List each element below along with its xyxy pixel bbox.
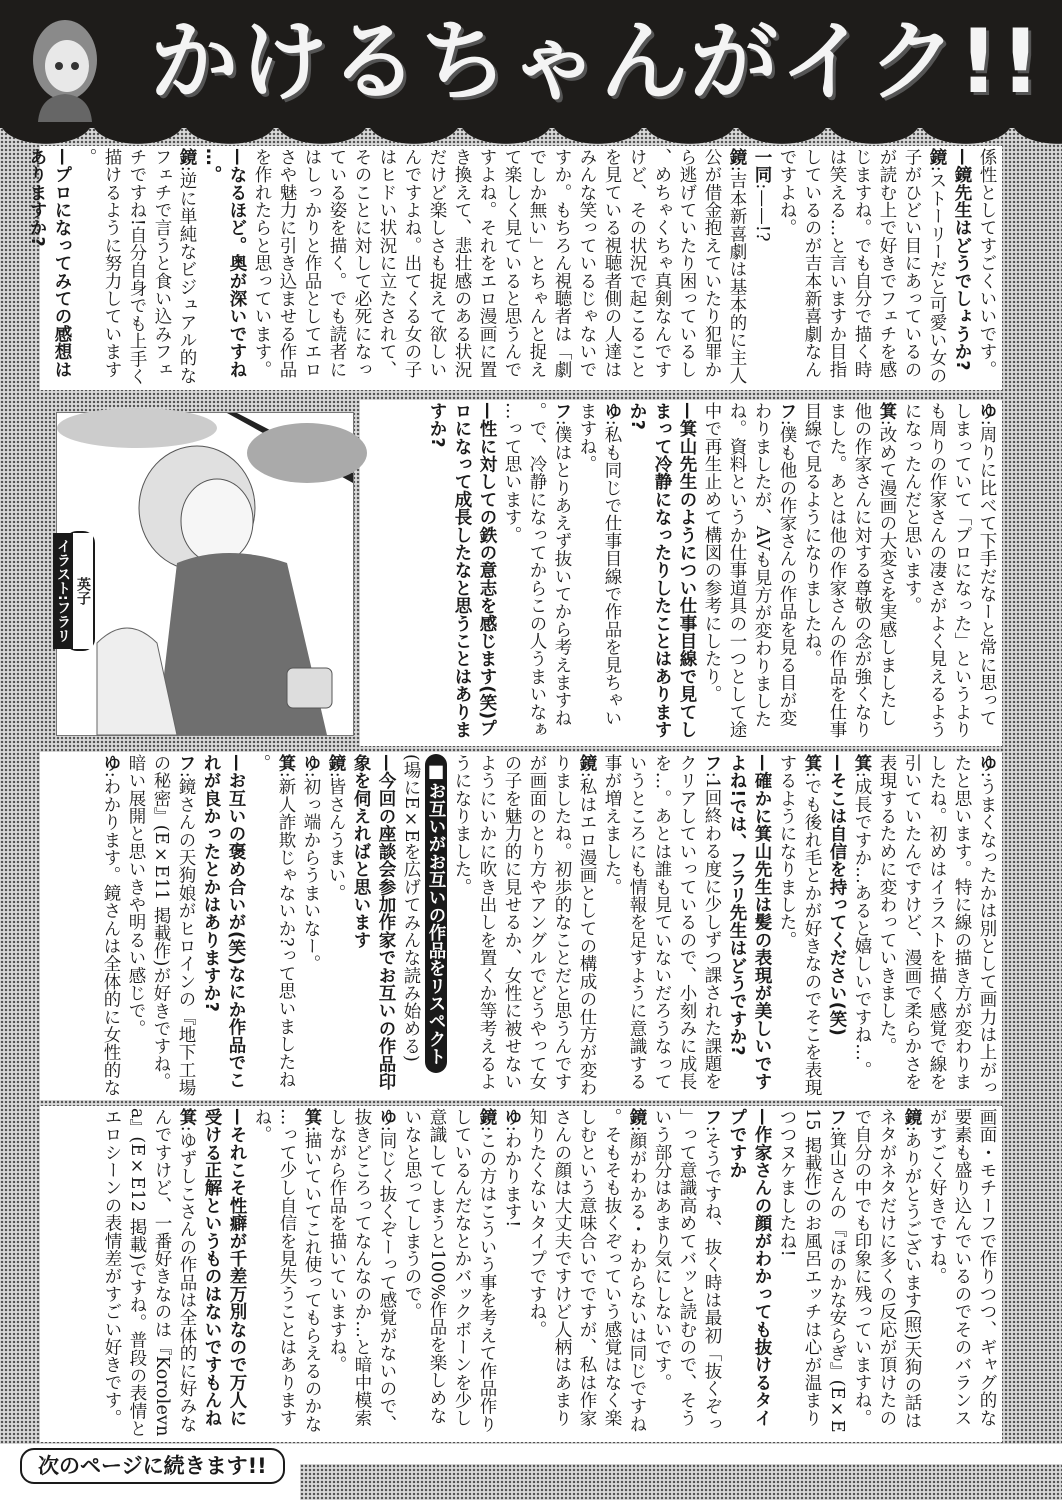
- dialogue-text: 1回終わる度に少しずつ課された課題をクリアしていっているので、小刻みに成長を…。あとは誰も見ていないだろうなっていうところにも情報を足すように意識する事が増えました。: [602, 754, 722, 1091]
- dialogue-text: この方はこういう事を考えて作品作りしているんだなとかバックボーンを少し意識してしまうと100%作品を楽しめないなと思ってしまうので。: [402, 1108, 497, 1433]
- footer-pattern: [300, 1464, 1062, 1500]
- speaker-name: 箕: [276, 754, 296, 772]
- interviewer-question: —確かに箕山先生は髪の表現が美しいですよね!では、フラリ先生はどうですか?: [727, 754, 772, 1091]
- speaker-name: 鏡: [326, 754, 346, 772]
- dialogue-text: 僕はとりあえず抜いてから考えますね。で、冷静になってからこの人うまいなぁ…って思います。: [502, 402, 572, 739]
- question-text: 作家さんの顔がわかっても抜けるタイプですか: [727, 1108, 772, 1427]
- speaker-name: フ: [176, 754, 196, 772]
- speaker-name: 鏡: [177, 148, 197, 166]
- dialogue-text: 新人詐欺じゃないか?って思いましたね。: [251, 754, 296, 1089]
- dialogue-line: 鏡:顔がわかる・わからないは同じですね。そもそも抜くぞっていう感覚はなく楽しむという意味合いでですが、私は作家さんの顔は大丈夫ですけど人柄はあまり知りたくないタイプですね。: [527, 1108, 647, 1433]
- dialogue-line: ゆ:初っ端からうまいなー。: [301, 754, 321, 973]
- dialogue-line: 箕:描いていてこれ使ってもらえるのかな…って少し自信を見失うことはありますね。: [252, 1108, 322, 1433]
- dialogue-text: 同じく抜くぞーって感覚がないので、抜きどころってなんなのか…と暗中模索しながら作品を描いていますね。: [327, 1108, 397, 1433]
- dialogue-text: 成長ですか…あると嬉しいですね…。: [852, 777, 872, 1079]
- dialogue-line: 箕:改めて漫画の大変さを実感しましたし他の作家さんに対する尊敬の念が強くなりました。あとは他の作家さんの作品を仕事目線で見るようになりましたね。: [802, 402, 897, 739]
- dialogue-line: 鏡:この方はこういう事を考えて作品作りしているんだなとかバックボーンを少し意識してしまうと100%作品を楽しめないなと思ってしまうので。: [402, 1108, 497, 1433]
- speaker-name: 箕: [302, 1108, 322, 1126]
- dialogue-text: わかります!: [502, 1131, 522, 1228]
- dialogue-text: 箕山さんの『ほのかな安らぎ』(E×E15 掲載作)のお風呂エッチは心が温まりつつヌケましたね!: [777, 1108, 847, 1433]
- dialogue-line: 箕:成長ですか…あると嬉しいですね…。: [852, 754, 872, 1079]
- dialogue-text: 吉本新喜劇は基本的に主人公が借金抱えていたり犯罪から逃げていたり困っているし、めちゃくちゃ真剣なんですけど、その状況で起こることを見ている視聴者側の人達はみんな笑っているじゃないですか。もちろん視聴者は「劇でしか無い」とちゃんと捉えて楽しく見ていると思うんですよね。それをエロ漫画に置き換えて、悲壮感のある状況だけど楽しさも捉えて欲しいんですよね。出てくる女の子はヒドい状況に立たされて、そのことに対して必死になっている姿を描く。でも読者にはしっかりと作品としてエロさや魅力に引き込ませる作品を作れたらと思っています。: [252, 148, 747, 385]
- speaker-name: ゆ: [301, 754, 321, 772]
- question-text: 今回の座談会参加作家でお互いの作品印象を伺えればと思います: [351, 754, 396, 1091]
- stage-note: (場にE×Eを広げてみんな読み始める): [401, 754, 421, 1063]
- dialogue-line: 箕:ゆずしこさんの作品は全体的に好みなんですけど、一番好きなのは『Korolevna』(E×E12 掲載)ですね。普段の表情とエロシーンの表情差がすごい好きです。: [102, 1108, 197, 1438]
- speaker-name: 鏡: [902, 1108, 922, 1126]
- dialogue-line: 鏡:吉本新喜劇は基本的に主人公が借金抱えていたり犯罪から逃げていたり困っているし、めちゃくちゃ真剣なんですけど、その状況で起こることを見ている視聴者側の人達はみんな笑っているじゃないですか。もちろん視聴者は「劇でしか無い」とちゃんと捉えて楽しく見ていると思うんですよね。それをエロ漫画に置き換えて、悲壮感のある状況だけど楽しさも捉えて欲しいんですよね。出てくる女の子はヒドい状況に立たされて、そのことに対して必死になっている姿を描く。でも読者にはしっかりと作品としてエロさや魅力に引き込ませる作品を作れたらと思っています。: [252, 148, 747, 385]
- speaker-name: ゆ: [502, 1108, 522, 1126]
- interviewer-question: —今回の座談会参加作家でお互いの作品印象を伺えればと思います: [351, 754, 396, 1091]
- dialogue-text: 係性としてすごくいいです。: [977, 148, 997, 379]
- dialogue-text: 初っ端からうまいなー。: [301, 777, 321, 973]
- question-text: なるほど。奥が深いですね…。: [202, 148, 247, 379]
- dialogue-text: 皆さんうまい。: [326, 777, 346, 902]
- illustration-credit: イラスト:フラリ: [53, 533, 73, 649]
- dialogue-line: ゆ:同じく抜くぞーって感覚がないので、抜きどころってなんなのか…と暗中模索しながら作品を描いていますね。: [327, 1108, 397, 1433]
- speaker-name: 鏡: [577, 754, 597, 772]
- dialogue-line: 鏡:私はエロ漫画としての構成の仕方が変わりましたね。初歩的なことだと思うんですが画面のとり方やアングルでどうやって女の子を魅力的に見せるか、女性に被せないようにいかに吹き出しを置くか等考えるようになりました。: [452, 754, 597, 1097]
- dialogue-line: フ:僕も他の作家さんの作品を見る目が変わりましたが、AVも見方が変わりましたね。資料というか仕事道具の一つとして途中で再生止めて構図の参考にしたり。: [702, 402, 797, 739]
- section-heading-wrap: [423, 754, 449, 1098]
- dialogue-text: ゆずしこさんの作品は全体的に好みなんですけど、一番好きなのは『Korolevna』(E×E12 掲載)ですね。普段の表情とエロシーンの表情差がすごい好きです。: [102, 1108, 197, 1438]
- speaker-name: フ: [702, 754, 722, 772]
- speaker-name: 鏡: [727, 148, 747, 166]
- dialogue-text: 鏡さんの天狗娘がヒロインの『地下工場の秘密』(E×E11 掲載作)が好きですね。暗い展開と思いきや明るい感じで。: [126, 754, 196, 1097]
- speaker-name: 一同: [752, 148, 772, 184]
- illustration-caption: [55, 531, 95, 651]
- speaker-name: フ: [777, 402, 797, 420]
- dialogue-text: 私も同じで仕事目線で作品を見ちゃいますね。: [577, 402, 622, 727]
- banner-scallop-edge: [0, 122, 1062, 146]
- dialogue-line: フ:鏡さんの天狗娘がヒロインの『地下工場の秘密』(E×E11 掲載作)が好きですね。暗い展開と思いきや明るい感じで。: [126, 754, 196, 1097]
- interviewer-question: —プロになってみての感想はありますか?: [27, 148, 72, 379]
- dialogue-text: 描いていてこれ使ってもらえるのかな…って少し自信を見失うことはありますね。: [252, 1108, 322, 1433]
- dialogue-text: わかります。鏡さんは全体的に女性的な: [101, 777, 121, 1097]
- dialogue-line: 鏡:皆さんうまい。: [326, 754, 346, 902]
- interviewer-question: —なるほど。奥が深いですね…。: [202, 148, 247, 379]
- dialogue-text: ストーリーだと可愛い女の子がひどい目にあっているのが読む上で好きでフェチを感じますね。でも自分で描く時は笑える…と言いますか目指しているのが吉本新喜劇なんですよね。: [777, 148, 947, 385]
- text-block-4: [40, 1106, 1002, 1442]
- character-name: 英子: [73, 533, 93, 649]
- character-illustration: [56, 412, 354, 736]
- question-text: 鏡先生はどうでしょうか?: [952, 165, 972, 371]
- speaker-name: ゆ: [602, 402, 622, 420]
- question-text: 確かに箕山先生は髪の表現が美しいですよね!では、フラリ先生はどうですか?: [727, 754, 772, 1091]
- speaker-name: 鏡: [477, 1108, 497, 1126]
- speaker-name: 箕: [177, 1108, 197, 1126]
- dialogue-text: でも後れ毛とかが好きなのでそこを表現するようになりました。: [777, 754, 822, 1097]
- interviewer-question: —お互いの褒め合いが(笑)なにか作品でこれが良かったとかはありますか?: [201, 754, 246, 1089]
- dialogue-text: 改めて漫画の大変さを実感しましたし他の作家さんに対する尊敬の念が強くなりました。あとは他の作家さんの作品を仕事目線で見るようになりましたね。: [802, 402, 897, 739]
- interviewer-question: —箕山先生のようについ仕事目線で見てしまって冷静になったりしたことはありますか?: [627, 402, 697, 739]
- section-heading: ■お互いがお互いの作品をリスペクト: [425, 754, 447, 1073]
- dialogue-line: ゆ:周りに比べて下手だなーと常に思ってしまっていて「プロになった」というよりも周りの作家さんの凄さがよく見えるようになったんだと思います。: [902, 402, 997, 739]
- question-text: 性に対しての鉄の意志を感じます(笑)プロになって成長したなと思うことはありますか?: [427, 402, 497, 739]
- dialogue-text: ありがとうございます(照)天狗の話はネタがネタだけに多くの反応が頂けたので自分の中でも印象に残っていますね。: [852, 1108, 922, 1430]
- speaker-name: 箕: [877, 402, 897, 420]
- speaker-name: ゆ: [101, 754, 121, 772]
- illustration-art: [57, 413, 353, 735]
- speaker-name: 箕: [852, 754, 872, 772]
- dialogue-line: フ:1回終わる度に少しずつ課された課題をクリアしていっているので、小刻みに成長を…。あとは誰も見ていないだろうなっていうところにも情報を足すように意識する事が増えました。: [602, 754, 722, 1091]
- dialogue-line: 鏡:ありがとうございます(照)天狗の話はネタがネタだけに多くの反応が頂けたので自分の中でも印象に残っていますね。: [852, 1108, 922, 1430]
- speaker-name: 鏡: [927, 148, 947, 166]
- continue-next-page-label: 次のページに続きます!!: [20, 1448, 285, 1484]
- interviewer-question: —性に対しての鉄の意志を感じます(笑)プロになって成長したなと思うことはありますか?: [427, 402, 497, 739]
- speaker-name: フ: [827, 1108, 847, 1126]
- question-text: そこは自信を持ってください(笑): [827, 771, 847, 1036]
- speaker-name: ゆ: [377, 1108, 397, 1126]
- dialogue-line: フ:僕はとりあえず抜いてから考えますね。で、冷静になってからこの人うまいなぁ…って思います。: [502, 402, 572, 739]
- dialogue-text: ——!?: [752, 189, 772, 242]
- interviewer-question: —鏡先生はどうでしょうか?: [952, 148, 972, 371]
- dialogue-line: 一同:——!?: [752, 148, 772, 242]
- dialogue-line: [924, 1108, 999, 1440]
- speaker-name: フ: [702, 1108, 722, 1126]
- interviewer-question: —それこそ性癖が千差万別なので万人に受ける正解というものはないですもんね: [202, 1108, 247, 1427]
- speaker-name: ゆ: [977, 754, 997, 772]
- text-block-1: [27, 146, 1002, 390]
- text-block-3: [40, 752, 1002, 1100]
- dialogue-text: 周りに比べて下手だなーと常に思ってしまっていて「プロになった」というよりも周りの作家さんの凄さがよく見えるようになったんだと思います。: [902, 402, 997, 739]
- dialogue-text: 画面・モチーフで作りつつ、ギャグ的な要素も盛り込んでいるのでそのバランスがすごく好きですね。: [927, 1108, 997, 1427]
- speaker-name: ゆ: [977, 402, 997, 420]
- dialogue-line: ゆ:うまくなったかは別として画力は上がったと思います。特に線の描き方が変わりましたね。初めはイラストを描く感覚で線を引いていたんですけど、漫画で柔らかさを表現するために変わっていきました。: [877, 754, 997, 1097]
- dialogue-text: 僕も他の作家さんの作品を見る目が変わりましたが、AVも見方が変わりましたね。資料というか仕事道具の一つとして途中で再生止めて構図の参考にしたり。: [702, 402, 797, 739]
- text-block-2: [360, 400, 1002, 746]
- mascot-character-icon: [20, 10, 110, 122]
- speaker-name: 鏡: [627, 1108, 647, 1126]
- speaker-name: フ: [552, 402, 572, 420]
- dialogue-text: 顔がわかる・わからないは同じですね。そもそも抜くぞっていう感覚はなく楽しむという意味合いでですが、私は作家さんの顔は大丈夫ですけど人柄はあまり知りたくないタイプですね。: [527, 1108, 647, 1433]
- dialogue-text: うまくなったかは別として画力は上がったと思います。特に線の描き方が変わりましたね。初めはイラストを描く感覚で線を引いていたんですけど、漫画で柔らかさを表現するために変わっていきました。: [877, 754, 997, 1097]
- dialogue-line: ゆ:わかります。鏡さんは全体的に女性的な: [101, 754, 121, 1097]
- dialogue-line: 箕:新人詐欺じゃないか?って思いましたね。: [251, 754, 296, 1089]
- speaker-name: 箕: [802, 754, 822, 772]
- interviewer-question: —そこは自信を持ってください(笑): [827, 754, 847, 1036]
- dialogue-line: 鏡:ストーリーだと可愛い女の子がひどい目にあっているのが読む上で好きでフェチを感じますね。でも自分で描く時は笑える…と言いますか目指しているのが吉本新喜劇なんですよね。: [777, 148, 947, 385]
- dialogue-line: [974, 148, 999, 388]
- question-text: 箕山先生のようについ仕事目線で見てしまって冷静になったりしたことはありますか?: [627, 402, 697, 739]
- dialogue-line: フ:そうですね、抜く時は最初「抜くぞっ」って意識高めてバッと読むので、そういう部分はあまり気にしないです。: [652, 1108, 722, 1433]
- question-text: お互いの褒め合いが(笑)なにか作品でこれが良かったとかはありますか?: [201, 754, 246, 1089]
- interviewer-question: —作家さんの顔がわかっても抜けるタイプですか: [727, 1108, 772, 1427]
- question-text: プロになってみての感想はありますか?: [27, 148, 72, 379]
- dialogue-line: ゆ:わかります!: [502, 1108, 522, 1228]
- dialogue-line: 鏡:逆に単純なビジュアル的なフェチで言うと食い込みフェチですね!自分自身でも上手く描けるように努力しています。: [77, 148, 197, 386]
- dialogue-text: 逆に単純なビジュアル的なフェチで言うと食い込みフェチですね!自分自身でも上手く描けるように努力しています。: [77, 148, 197, 386]
- question-text: それこそ性癖が千差万別なので万人に受ける正解というものはないですもんね: [202, 1108, 247, 1427]
- dialogue-text: 私はエロ漫画としての構成の仕方が変わりましたね。初歩的なことだと思うんですが画面のとり方やアングルでどうやって女の子を魅力的に見せるか、女性に被せないようにいかに吹き出しを置くか等考えるようになりました。: [452, 754, 597, 1097]
- dialogue-line: ゆ:私も同じで仕事目線で作品を見ちゃいますね。: [577, 402, 622, 727]
- dialogue-line: フ:箕山さんの『ほのかな安らぎ』(E×E15 掲載作)のお風呂エッチは心が温まりつつヌケましたね!: [777, 1108, 847, 1433]
- page-title: かけるちゃんがイク!!: [150, 10, 1043, 113]
- dialogue-text: そうですね、抜く時は最初「抜くぞっ」って意識高めてバッと読むので、そういう部分はあまり気にしないです。: [652, 1108, 722, 1433]
- dialogue-line: 箕:でも後れ毛とかが好きなのでそこを表現するようになりました。: [777, 754, 822, 1097]
